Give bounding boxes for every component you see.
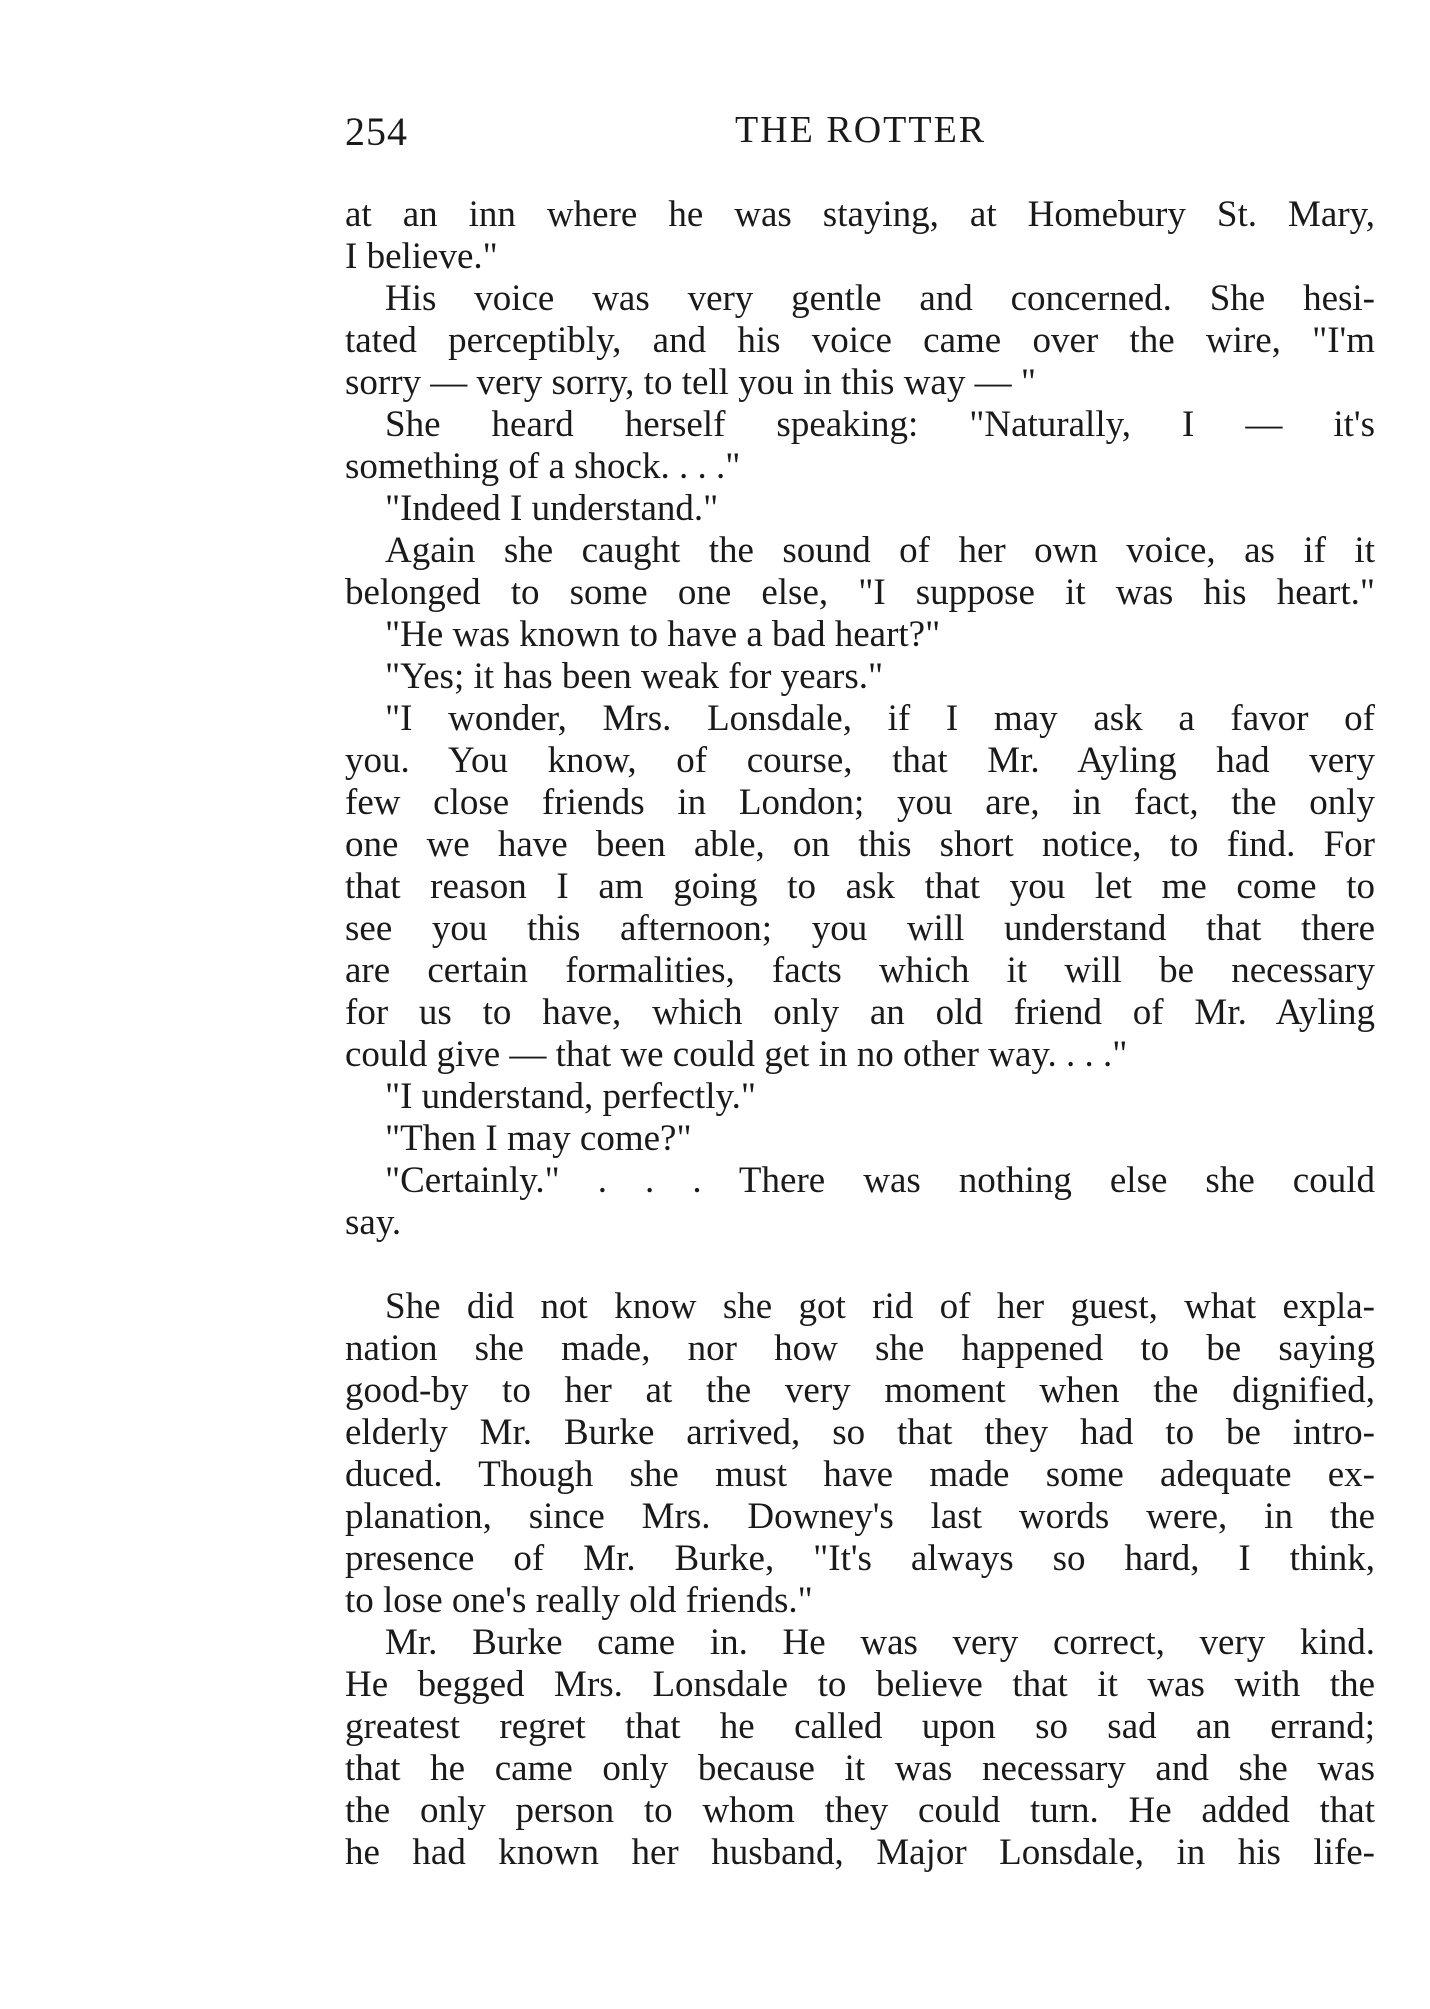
text-line: you. You know, of course, that Mr. Ayling had very: [345, 740, 1375, 781]
text-line: "Yes; it has been weak for years.": [385, 656, 884, 697]
text-line: belonged to some one else, "I suppose it was his heart.": [345, 572, 1375, 613]
text-line: "I understand, perfectly.": [385, 1076, 756, 1117]
text-line: are certain formalities, facts which it will be necessary: [345, 950, 1375, 991]
text-line: at an inn where he was staying, at Homebury St. Mary,: [345, 194, 1375, 235]
text-line: "Then I may come?": [385, 1118, 692, 1159]
running-title: THE ROTTER: [735, 109, 987, 151]
text-line: planation, since Mrs. Downey's last words were, in the: [345, 1496, 1375, 1537]
text-line: for us to have, which only an old friend of Mr. Ayling: [345, 992, 1375, 1033]
text-line: could give — that we could get in no other way. . . .": [345, 1034, 1128, 1075]
page-number: 254: [345, 109, 408, 154]
text-line: nation she made, nor how she happened to be saying: [345, 1328, 1375, 1369]
running-head: [345, 108, 1375, 168]
text-line: His voice was very gentle and concerned. She hesi-: [385, 278, 1375, 319]
text-line: that he came only because it was necessary and she was: [345, 1748, 1375, 1789]
text-line: he had known her husband, Major Lonsdale, in his life-: [345, 1832, 1375, 1873]
text-line: "He was known to have a bad heart?": [385, 614, 941, 655]
text-line: Mr. Burke came in. He was very correct, very kind.: [385, 1622, 1375, 1663]
body-text: [345, 194, 1375, 1874]
text-line: He begged Mrs. Lonsdale to believe that it was with the: [345, 1664, 1375, 1705]
text-line: I believe.": [345, 236, 498, 277]
text-line: She did not know she got rid of her guest, what expla-: [385, 1286, 1375, 1327]
text-line: one we have been able, on this short notice, to find. For: [345, 824, 1375, 865]
text-line: elderly Mr. Burke arrived, so that they had to be intro-: [345, 1412, 1375, 1453]
text-line: "Certainly." . . . There was nothing else she could: [385, 1160, 1375, 1201]
text-line: that reason I am going to ask that you let me come to: [345, 866, 1375, 907]
text-line: "Indeed I understand.": [385, 488, 719, 529]
text-line: presence of Mr. Burke, "It's always so hard, I think,: [345, 1538, 1375, 1579]
text-line: few close friends in London; you are, in fact, the only: [345, 782, 1375, 823]
text-line: good-by to her at the very moment when the dignified,: [345, 1370, 1375, 1411]
text-line: tated perceptibly, and his voice came over the wire, "I'm: [345, 320, 1375, 361]
text-line: see you this afternoon; you will understand that there: [345, 908, 1375, 949]
text-line: duced. Though she must have made some adequate ex-: [345, 1454, 1375, 1495]
text-line: something of a shock. . . .": [345, 446, 741, 487]
text-line: to lose one's really old friends.": [345, 1580, 813, 1621]
text-line: the only person to whom they could turn. He added that: [345, 1790, 1375, 1831]
text-line: Again she caught the sound of her own voice, as if it: [385, 530, 1375, 571]
text-line: She heard herself speaking: "Naturally, I — it's: [385, 404, 1375, 445]
text-line: greatest regret that he called upon so sad an errand;: [345, 1706, 1375, 1747]
text-line: say.: [345, 1202, 402, 1243]
text-line: "I wonder, Mrs. Lonsdale, if I may ask a favor of: [385, 698, 1375, 739]
section-break: [345, 1244, 1375, 1286]
text-line: sorry — very sorry, to tell you in this way — ": [345, 362, 1036, 403]
